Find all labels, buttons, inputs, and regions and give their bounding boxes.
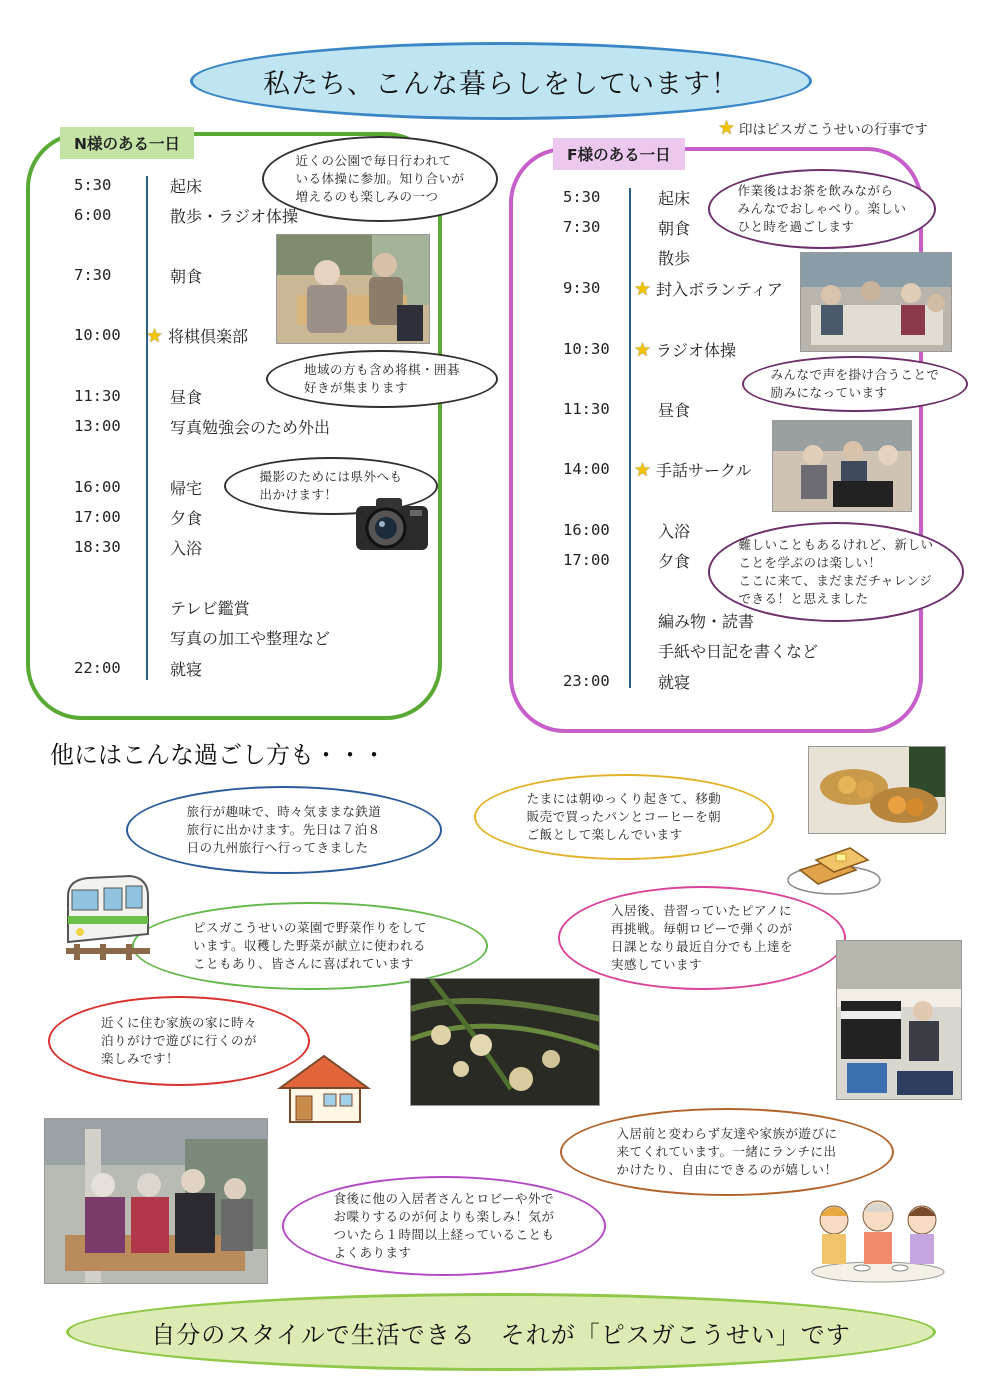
schedule-activity: ★ 封入ボランティア <box>634 278 783 300</box>
schedule-activity: 就寝 <box>170 660 203 679</box>
bread-photo <box>808 746 946 834</box>
footer-slogan: 自分のスタイルで生活できる それが「ピスガこうせい」です <box>66 1293 936 1371</box>
legend-note-text: 印はピスガこうせいの行事です <box>739 122 929 138</box>
schedule-activity: 帰宅 <box>170 479 203 498</box>
star-icon: ★ <box>634 459 652 481</box>
schedule-activity: 散歩 <box>658 249 691 268</box>
schedule-activity: 昼食 <box>170 388 203 407</box>
schedule-time: 18:30 <box>74 538 121 556</box>
sign-language-photo <box>772 420 912 512</box>
camera-icon <box>354 494 430 552</box>
schedule-time: 17:00 <box>74 508 121 526</box>
train-icon <box>60 872 156 964</box>
shogi-club-photo <box>276 234 430 344</box>
f-bubble-radio: みんなで声を掛け合うことで 励みになっています <box>742 356 968 412</box>
n-schedule-label: N様のある一日 <box>60 127 194 159</box>
n-bubble-shogi: 地域の方も含め将棋・囲碁 好きが集まります <box>266 350 498 408</box>
toast-icon <box>786 836 882 896</box>
star-icon: ★ <box>718 116 736 139</box>
schedule-time: 5:30 <box>74 176 112 194</box>
schedule-time: 10:00 <box>74 326 121 344</box>
star-icon: ★ <box>634 278 652 300</box>
f-bubble-sign-language: 難しいこともあるけれど、新しい ことを学ぶのは楽しい！ ここに来て、まだまだチャレンジ できる！と思えました <box>708 522 964 622</box>
schedule-activity: 起床 <box>170 177 203 196</box>
f-schedule-label: F様のある一日 <box>553 138 685 170</box>
bubble-lobby-chat: 食後に他の入居者さんとロビーや外で お喋りするのが何よりも楽しみ！気が ついたら１時間以上経っていることも よくあります <box>282 1176 606 1276</box>
friends-lunch-illustration <box>808 1192 948 1284</box>
schedule-activity: 朝食 <box>658 219 691 238</box>
schedule-time: 16:00 <box>74 478 121 496</box>
page-title: 私たち、こんな暮らしをしています！ <box>190 42 812 120</box>
schedule-activity: ★ ラジオ体操 <box>634 339 737 361</box>
schedule-time: 7:30 <box>74 266 112 284</box>
piano-photo <box>836 940 962 1100</box>
schedule-activity: 夕食 <box>658 552 691 571</box>
schedule-activity: 手紙や日記を書くなど <box>658 642 819 661</box>
bubble-train-travel: 旅行が趣味で、時々気ままな鉄道 旅行に出かけます。先日は７泊８ 日の九州旅行へ行ってきました <box>126 786 442 874</box>
star-icon: ★ <box>634 339 652 361</box>
schedule-time: 6:00 <box>74 206 112 224</box>
onion-harvest-photo <box>410 978 600 1106</box>
f-bubble-tea: 作業後はお茶を飲みながら みんなでおしゃべり。楽しい ひと時を過ごします <box>708 169 936 249</box>
schedule-time: 9:30 <box>563 279 601 297</box>
schedule-time: 22:00 <box>74 659 121 677</box>
schedule-activity: 写真の加工や整理など <box>170 629 331 648</box>
n-timeline-line <box>146 176 148 680</box>
schedule-activity: ★ 将棋倶楽部 <box>146 325 249 347</box>
schedule-time: 16:00 <box>563 521 610 539</box>
schedule-time: 23:00 <box>563 672 610 690</box>
schedule-time: 5:30 <box>563 188 601 206</box>
schedule-activity: 散歩・ラジオ体操 <box>170 207 299 226</box>
n-bubble-exercise: 近くの公園で毎日行われて いる体操に参加。知り合いが 増えるのも楽しみの一つ <box>262 136 498 222</box>
schedule-activity: 朝食 <box>170 267 203 286</box>
schedule-activity: 入浴 <box>658 522 691 541</box>
schedule-activity: テレビ鑑賞 <box>170 599 250 618</box>
bubble-vegetable-garden: ピスガこうせいの菜園で野菜作りをして います。収穫した野菜が献立に使われる こともあり、皆さんに喜ばれています <box>132 902 488 990</box>
n-bubble-photo-trip: 撮影のためには県外へも 出かけます！ <box>224 457 438 515</box>
house-icon <box>276 1052 372 1124</box>
schedule-time: 11:30 <box>74 387 121 405</box>
schedule-activity: 就寝 <box>658 673 691 692</box>
schedule-activity: 入浴 <box>170 539 203 558</box>
schedule-activity: 編み物・読書 <box>658 612 755 631</box>
schedule-time: 17:00 <box>563 551 610 569</box>
schedule-time: 11:30 <box>563 400 610 418</box>
others-heading: 他にはこんな過ごし方も・・・ <box>50 741 386 769</box>
volunteer-photo <box>800 252 952 352</box>
schedule-time: 7:30 <box>563 218 601 236</box>
bubble-friends-visit: 入居前と変わらず友達や家族が遊びに 来てくれています。一緒にランチに出 かけたり、自由にできるのが嬉しい！ <box>560 1108 894 1196</box>
legend-note <box>718 118 928 138</box>
schedule-time: 14:00 <box>563 460 610 478</box>
lobby-chat-photo <box>44 1118 268 1284</box>
schedule-activity: 写真勉強会のため外出 <box>170 418 331 437</box>
schedule-activity: ★ 手話サークル <box>634 459 752 481</box>
schedule-time: 10:30 <box>563 340 610 358</box>
schedule-activity: 起床 <box>658 189 691 208</box>
bubble-family-visit: 近くに住む家族の家に時々 泊りがけで遊びに行くのが 楽しみです！ <box>48 996 310 1086</box>
bubble-piano: 入居後、昔習っていたピアノに 再挑戦。毎朝ロビーで弾くのが 日課となり最近自分でも上達を 実感しています <box>558 886 846 990</box>
schedule-activity: 昼食 <box>658 401 691 420</box>
bubble-bread-breakfast: たまには朝ゆっくり起きて、移動 販売で買ったパンとコーヒーを朝 ご飯として楽しんでいます <box>474 774 774 860</box>
schedule-activity: 夕食 <box>170 509 203 528</box>
schedule-time: 13:00 <box>74 417 121 435</box>
star-icon: ★ <box>146 325 164 347</box>
f-timeline-line <box>629 188 631 688</box>
